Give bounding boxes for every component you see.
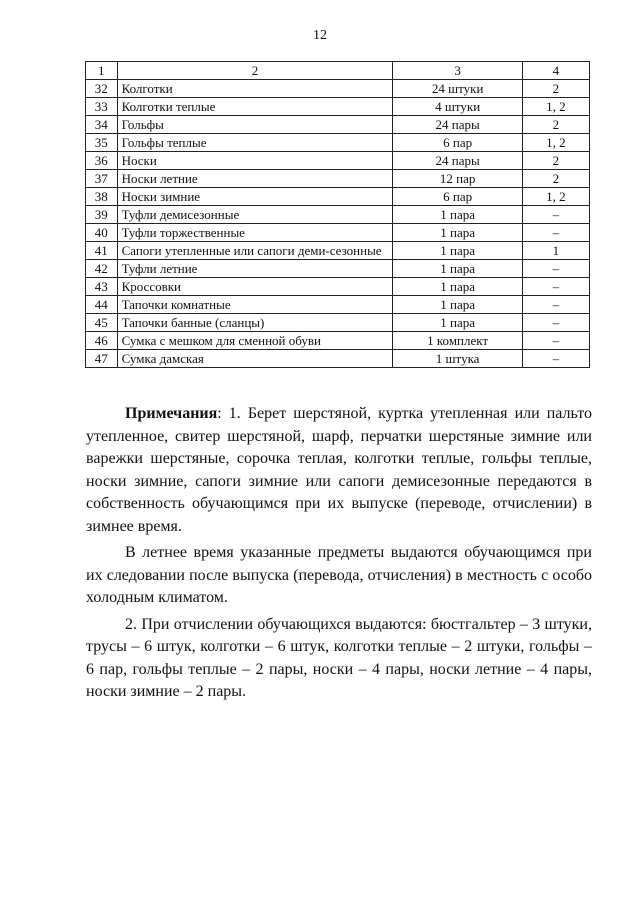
notes-label: Примечания <box>125 405 218 422</box>
item-name: Колготки теплые <box>117 98 393 116</box>
item-name: Гольфы <box>117 116 393 134</box>
column-number-3: 3 <box>393 62 522 80</box>
table-row <box>86 260 590 278</box>
table-row <box>86 296 590 314</box>
item-note: 1, 2 <box>522 188 589 206</box>
table-header-row <box>86 62 590 80</box>
row-number: 42 <box>86 260 118 278</box>
table-row <box>86 332 590 350</box>
row-number: 40 <box>86 224 118 242</box>
item-note: – <box>522 206 589 224</box>
table-row <box>86 242 590 260</box>
row-number: 36 <box>86 152 118 170</box>
item-note: – <box>522 296 589 314</box>
item-quantity: 1 пара <box>393 314 522 332</box>
item-name: Сапоги утепленные или сапоги деми-сезонные <box>117 242 393 260</box>
items-table-body <box>86 62 590 368</box>
item-quantity: 12 пар <box>393 170 522 188</box>
item-quantity: 1 пара <box>393 296 522 314</box>
item-quantity: 24 пары <box>393 152 522 170</box>
item-note: – <box>522 260 589 278</box>
table-row <box>86 188 590 206</box>
item-note: 2 <box>522 116 589 134</box>
items-table <box>85 61 590 368</box>
item-quantity: 1 штука <box>393 350 522 368</box>
note-1 <box>86 403 592 538</box>
row-number: 44 <box>86 296 118 314</box>
item-name: Носки летние <box>117 170 393 188</box>
column-number-4: 4 <box>522 62 589 80</box>
item-note: 1, 2 <box>522 98 589 116</box>
item-note: – <box>522 314 589 332</box>
row-number: 35 <box>86 134 118 152</box>
item-name: Колготки <box>117 80 393 98</box>
item-name: Носки зимние <box>117 188 393 206</box>
table-row <box>86 170 590 188</box>
item-note: – <box>522 278 589 296</box>
item-name: Туфли торжественные <box>117 224 393 242</box>
table-row <box>86 134 590 152</box>
item-quantity: 1 пара <box>393 224 522 242</box>
table-row <box>86 278 590 296</box>
item-name: Кроссовки <box>117 278 393 296</box>
row-number: 34 <box>86 116 118 134</box>
row-number: 39 <box>86 206 118 224</box>
item-quantity: 4 штуки <box>393 98 522 116</box>
row-number: 38 <box>86 188 118 206</box>
table-row <box>86 314 590 332</box>
row-number: 41 <box>86 242 118 260</box>
item-quantity: 1 пара <box>393 206 522 224</box>
row-number: 43 <box>86 278 118 296</box>
note-2: 2. При отчислении обучающихся выдаются: бюстгальтер – 3 штуки, трусы – 6 штук, колготки – 6 штук, колготки теплые – 2 штуки, гольфы – 6 пар, гольфы теплые – 2 пары, носки – 4 пары, носки летние – 4 пары, носки зимние – 2 пары. <box>86 615 592 700</box>
table-row <box>86 206 590 224</box>
item-quantity: 1 пара <box>393 242 522 260</box>
item-note: – <box>522 332 589 350</box>
item-quantity: 6 пар <box>393 134 522 152</box>
row-number: 37 <box>86 170 118 188</box>
item-note: 2 <box>522 80 589 98</box>
row-number: 46 <box>86 332 118 350</box>
table-row <box>86 98 590 116</box>
item-quantity: 1 комплект <box>393 332 522 350</box>
item-name: Гольфы теплые <box>117 134 393 152</box>
table-row <box>86 80 590 98</box>
note-1-continuation: В летнее время указанные предметы выдаются обучающимся при их следовании после выпуска (перевода, отчисления) в местность с особо холодным климатом. <box>86 544 592 606</box>
column-number-1: 1 <box>86 62 118 80</box>
item-name: Тапочки банные (сланцы) <box>117 314 393 332</box>
item-note: 2 <box>522 170 589 188</box>
item-note: – <box>522 224 589 242</box>
item-note: 2 <box>522 152 589 170</box>
table-row <box>86 224 590 242</box>
item-note: – <box>522 350 589 368</box>
item-name: Туфли летние <box>117 260 393 278</box>
item-note: 1, 2 <box>522 134 589 152</box>
column-number-2: 2 <box>117 62 393 80</box>
item-name: Носки <box>117 152 393 170</box>
item-note: 1 <box>522 242 589 260</box>
table-row <box>86 152 590 170</box>
item-name: Сумка с мешком для сменной обуви <box>117 332 393 350</box>
item-quantity: 1 пара <box>393 260 522 278</box>
note-1-text: : 1. Берет шерстяной, куртка утепленная или пальто утепленное, свитер шерстяной, шарф, перчатки шерстяные зимние или варежки шерстяные, сорочка теплая, колготки теплые, гольфы теплые, носки зимние, сапоги зимние или сапоги демисезонные передаются в собственность обучающимся при их выпуске (переводе, отчислении) в зимнее время. <box>86 405 592 535</box>
page-number: 12 <box>313 28 327 43</box>
item-name: Тапочки комнатные <box>117 296 393 314</box>
item-quantity: 1 пара <box>393 278 522 296</box>
item-name: Туфли демисезонные <box>117 206 393 224</box>
row-number: 47 <box>86 350 118 368</box>
notes-section <box>86 403 592 704</box>
item-quantity: 24 пары <box>393 116 522 134</box>
table-row <box>86 350 590 368</box>
row-number: 45 <box>86 314 118 332</box>
table-row <box>86 116 590 134</box>
item-quantity: 24 штуки <box>393 80 522 98</box>
item-name: Сумка дамская <box>117 350 393 368</box>
item-quantity: 6 пар <box>393 188 522 206</box>
row-number: 33 <box>86 98 118 116</box>
row-number: 32 <box>86 80 118 98</box>
